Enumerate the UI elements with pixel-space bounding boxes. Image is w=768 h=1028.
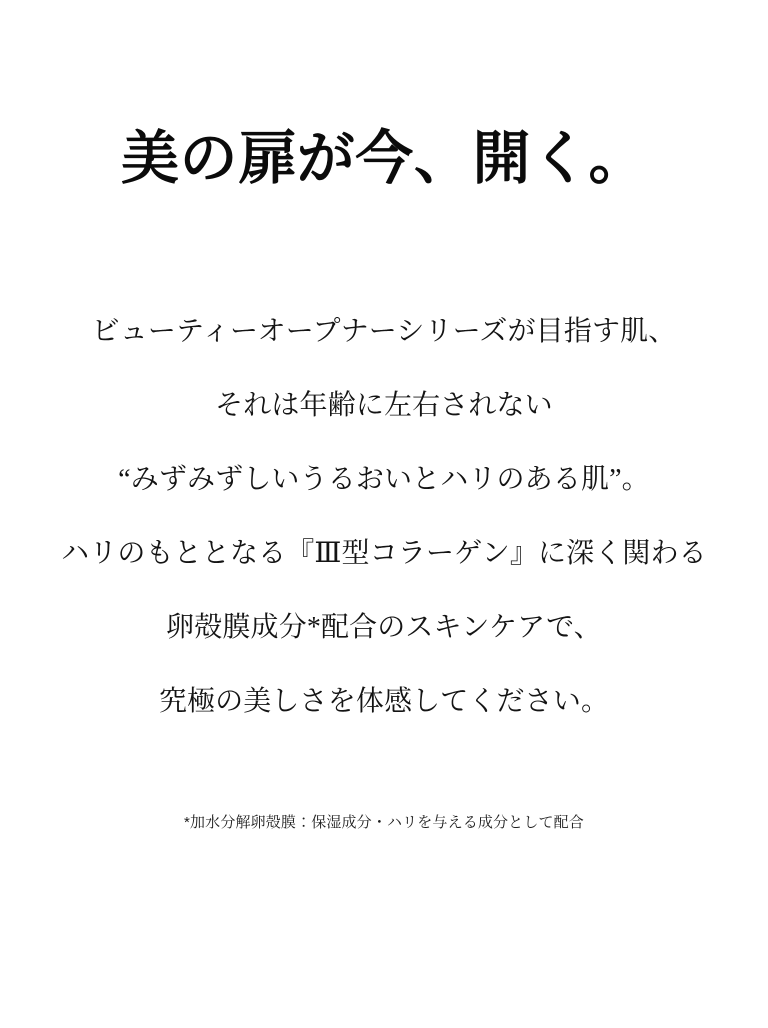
body-line-2: それは年齢に左右されない: [215, 389, 553, 421]
body-line-6: 究極の美しさを体感してください。: [158, 685, 610, 717]
body-line-4: ハリのもととなる『Ⅲ型コラーゲン』に深く関わる: [61, 537, 707, 569]
page-title: 美の扉が今、開く。: [120, 126, 648, 191]
footnote: *加水分解卵殻膜：保湿成分・ハリを与える成分として配合: [184, 813, 584, 831]
body-copy: [61, 315, 707, 717]
body-line-5: 卵殻膜成分*配合のスキンケアで、: [166, 611, 602, 643]
body-line-1: ビューティーオープナーシリーズが目指す肌、: [91, 315, 677, 347]
body-line-3: “みずみずしいうるおいとハリのある肌”。: [118, 463, 650, 495]
